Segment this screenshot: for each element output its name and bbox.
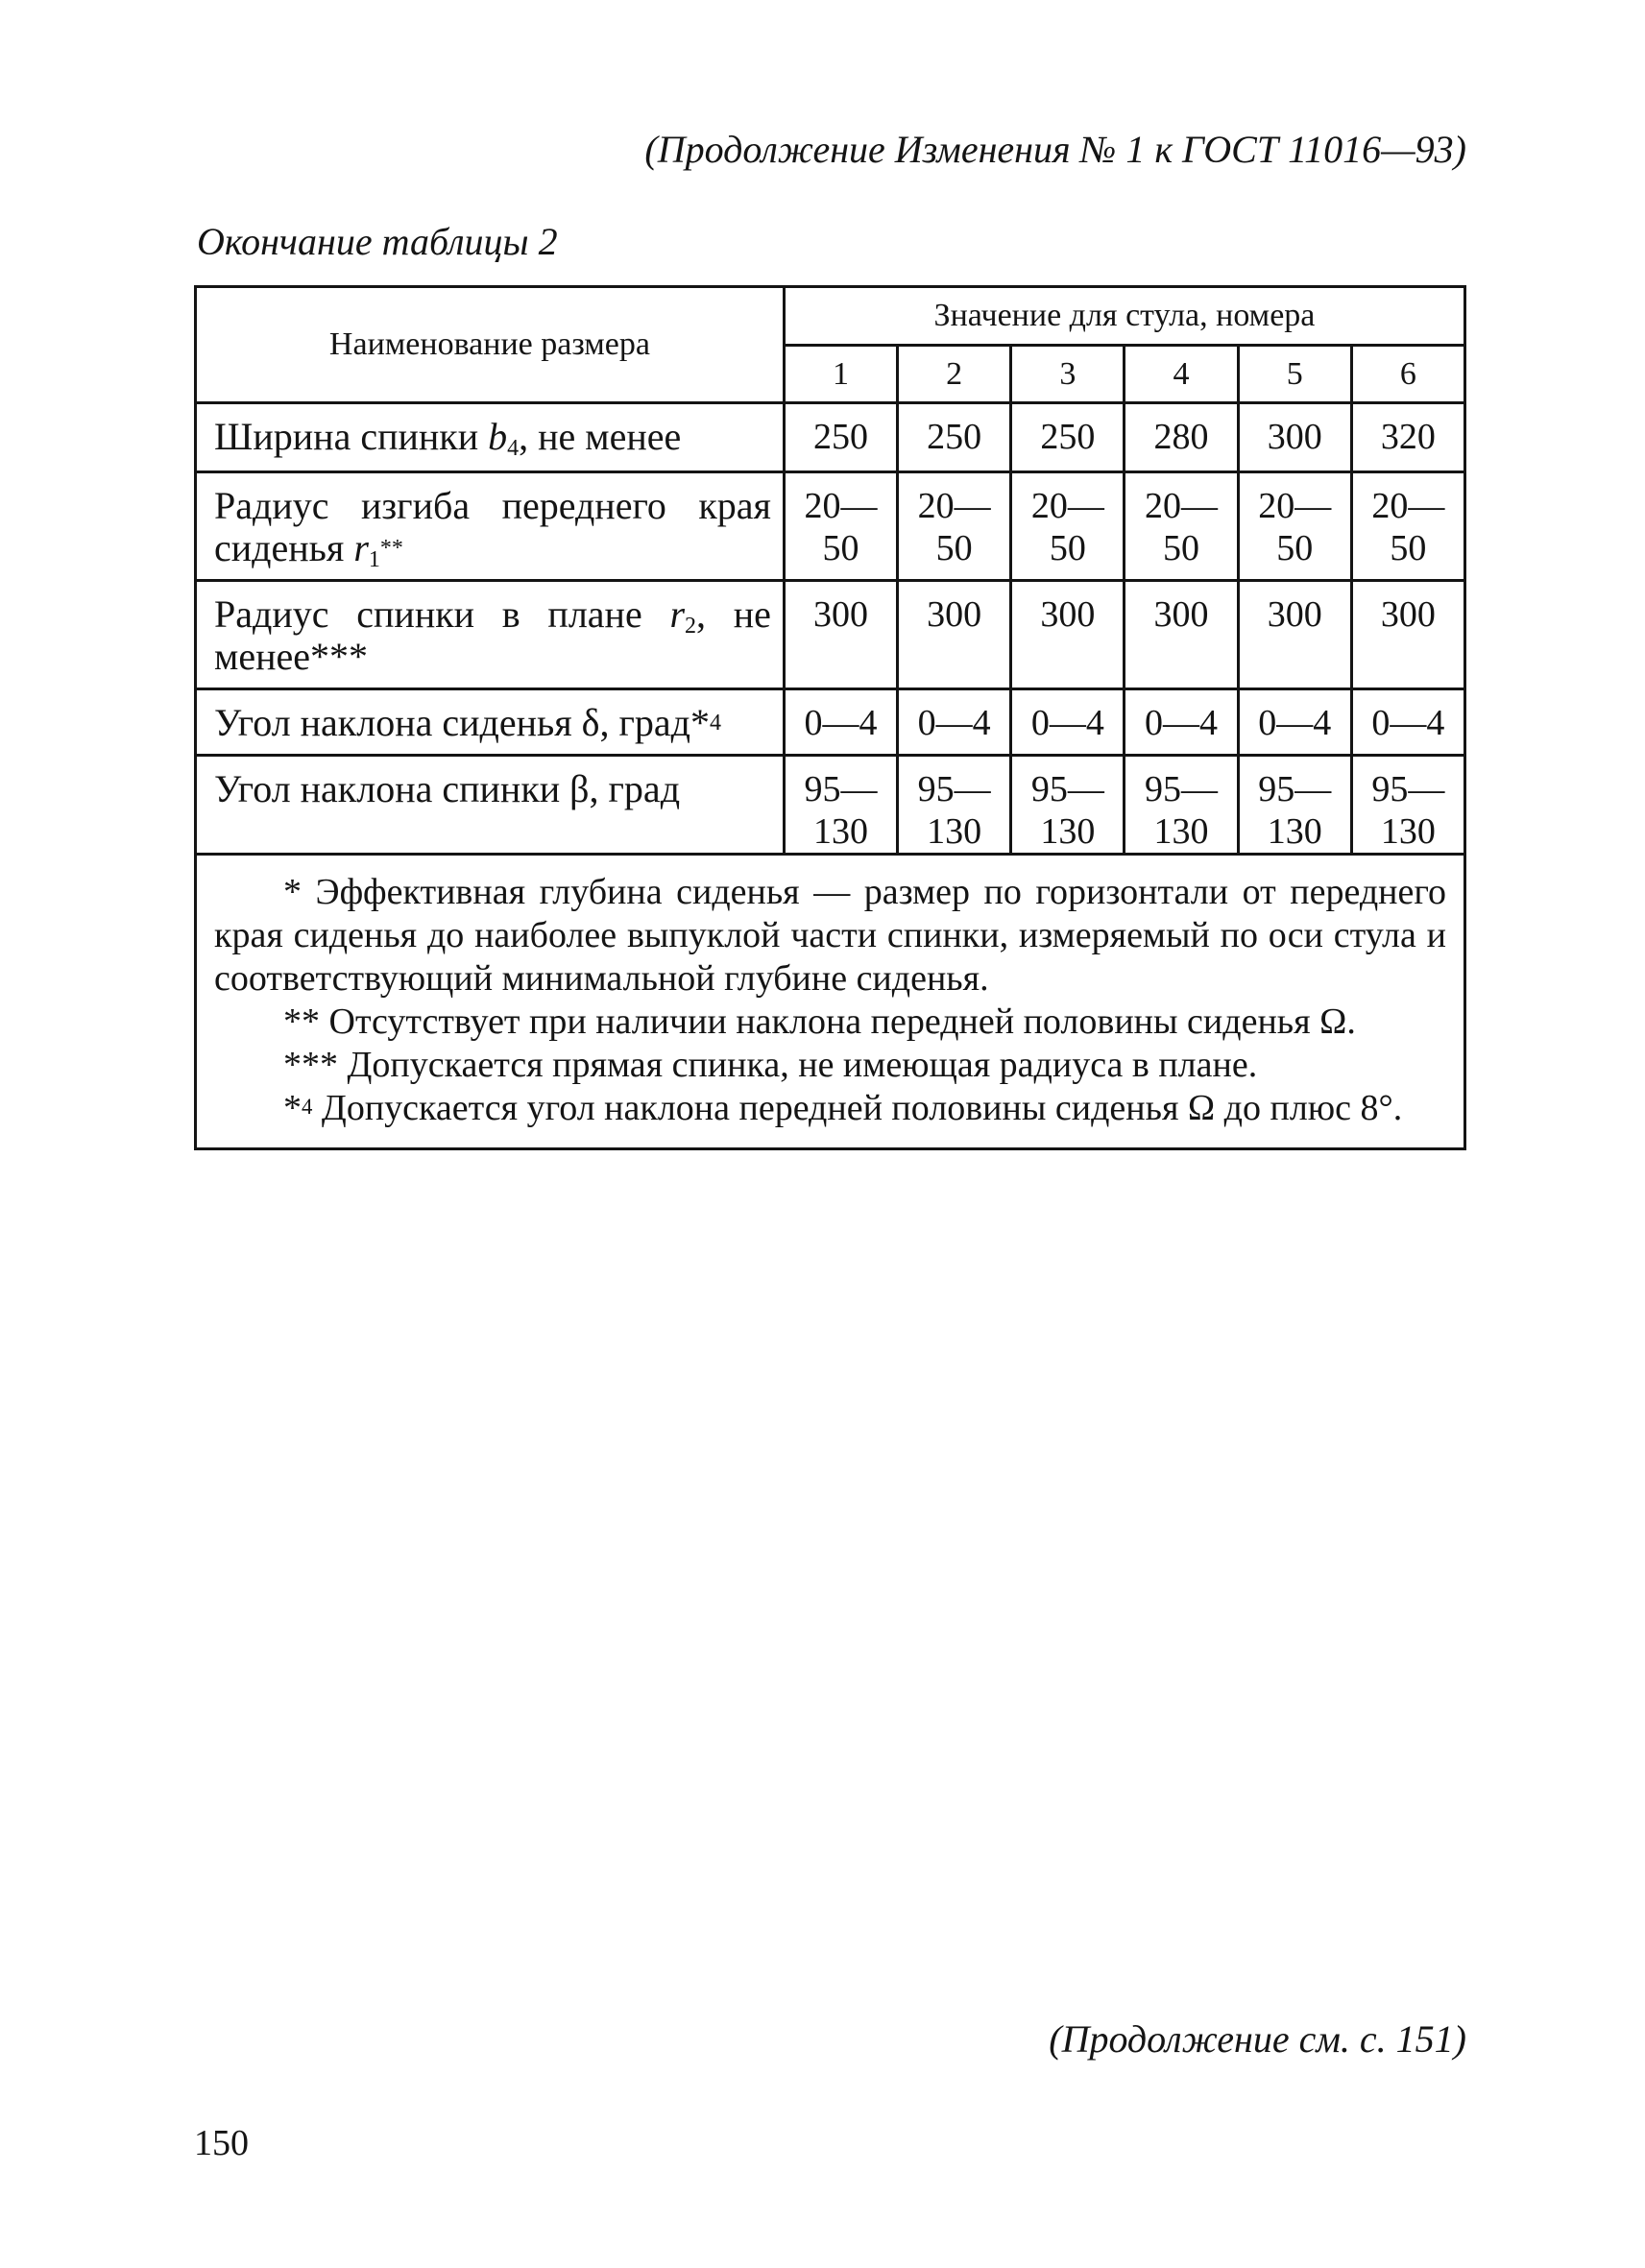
value-cell — [784, 403, 897, 472]
dimension-symbol-subscript: 2 — [685, 614, 697, 639]
table-row — [196, 756, 1465, 855]
value-cell — [784, 689, 897, 756]
chair-number-header: 6 — [1351, 346, 1464, 403]
dimension-symbol: r — [353, 526, 369, 569]
value-cell — [1011, 756, 1125, 855]
value-text: 50 — [822, 528, 859, 568]
value-text: 300 — [1040, 594, 1096, 635]
footnote — [214, 871, 1446, 1001]
value-cell — [898, 472, 1011, 581]
dimension-name: Ширина спинки — [214, 415, 489, 458]
value-text: 250 — [813, 417, 868, 457]
value-cell — [1011, 581, 1125, 689]
value-text: 20— — [1258, 486, 1332, 526]
header-row-top — [196, 287, 1465, 346]
chair-number-header: 2 — [898, 346, 1011, 403]
table-row — [196, 403, 1465, 472]
value-text: 320 — [1380, 417, 1436, 457]
value-text: 300 — [1380, 594, 1436, 635]
dimension-name-cell — [196, 689, 785, 756]
dimension-name: Угол наклона сиденья δ, град* — [214, 701, 711, 744]
value-cell — [784, 756, 897, 855]
value-cell — [1125, 756, 1238, 855]
value-cell — [1011, 403, 1125, 472]
value-cell — [898, 689, 1011, 756]
footnote-marker-sup: 4 — [302, 1095, 313, 1120]
value-text: 95— — [804, 769, 878, 809]
value-cell — [1011, 472, 1125, 581]
value-text: 50 — [1163, 528, 1200, 568]
value-cell — [1125, 403, 1238, 472]
value-text: 0—4 — [917, 703, 991, 743]
value-text: 95— — [1371, 769, 1445, 809]
dimensions-table — [194, 285, 1466, 1150]
running-head: (Продолжение Изменения № 1 к ГОСТ 11016—93) — [644, 128, 1466, 171]
value-cell — [1238, 689, 1351, 756]
value-cell — [1351, 756, 1464, 855]
footnote-marker: *** — [283, 1045, 348, 1085]
value-text: 300 — [813, 594, 868, 635]
value-text: 50 — [935, 528, 973, 568]
value-text: 50 — [1049, 528, 1086, 568]
footnote — [214, 1001, 1446, 1044]
dimension-symbol-subscript: 4 — [507, 436, 520, 461]
chair-number-header: 1 — [784, 346, 897, 403]
dimension-name-cell — [196, 581, 785, 689]
value-text: 20— — [804, 486, 878, 526]
dimension-name-cell — [196, 472, 785, 581]
value-text: 0—4 — [1371, 703, 1445, 743]
value-cell — [1238, 581, 1351, 689]
value-text: 250 — [1040, 417, 1096, 457]
value-text: 300 — [1267, 594, 1322, 635]
footnote-text: Допускается прямая спинка, не имеющая радиуса в плане. — [347, 1045, 1258, 1085]
value-cell — [1125, 581, 1238, 689]
value-text: 95— — [1258, 769, 1332, 809]
value-text: 50 — [1276, 528, 1314, 568]
value-text: 300 — [1267, 417, 1322, 457]
value-text: 20— — [1371, 486, 1445, 526]
footnote-marker: ** — [283, 1001, 329, 1042]
dimension-name-tail: , не менее — [519, 415, 682, 458]
value-cell — [1011, 689, 1125, 756]
value-text: 130 — [1040, 811, 1096, 852]
dimension-name-cell — [196, 403, 785, 472]
table-caption: Окончание таблицы 2 — [197, 220, 558, 263]
header-name-cell: Наименование размера — [196, 287, 785, 403]
footnote-text: Допускается угол наклона передней половины сиденья Ω до плюс 8°. — [312, 1088, 1403, 1128]
value-text: 130 — [813, 811, 868, 852]
chair-number-header: 4 — [1125, 346, 1238, 403]
value-text: 20— — [1030, 486, 1104, 526]
dimension-name-cell — [196, 756, 785, 855]
value-text: 250 — [927, 417, 982, 457]
dimension-name: Радиус спинки в плане — [214, 592, 670, 636]
footnote-mark: ** — [379, 536, 403, 561]
value-cell — [1238, 403, 1351, 472]
table-row — [196, 472, 1465, 581]
value-cell — [1125, 689, 1238, 756]
value-text: 130 — [1153, 811, 1209, 852]
value-text: 20— — [917, 486, 991, 526]
value-text: 0—4 — [804, 703, 878, 743]
chair-number-header: 5 — [1238, 346, 1351, 403]
value-text: 0—4 — [1030, 703, 1104, 743]
footnote-text: Отсутствует при наличии наклона передней половины сиденья Ω. — [328, 1001, 1356, 1042]
value-cell — [898, 756, 1011, 855]
dimension-name: Угол наклона спинки β, град — [214, 767, 681, 810]
dimension-symbol: b — [488, 415, 508, 458]
value-cell — [1351, 581, 1464, 689]
dimension-name: Радиус изгиба переднего края сиденья — [214, 484, 771, 569]
notes-row — [196, 855, 1465, 1149]
table-row — [196, 581, 1465, 689]
notes-cell — [196, 855, 1465, 1149]
value-text: 300 — [1153, 594, 1209, 635]
value-text: 50 — [1390, 528, 1427, 568]
footnote-mark: 4 — [710, 711, 722, 736]
value-text: 0—4 — [1258, 703, 1332, 743]
value-cell — [898, 403, 1011, 472]
value-text: 95— — [1030, 769, 1104, 809]
value-cell — [784, 472, 897, 581]
footnote — [214, 1087, 1446, 1130]
value-text: 130 — [927, 811, 982, 852]
table-row — [196, 689, 1465, 756]
continue-note: (Продолжение см. с. 151) — [1049, 2017, 1466, 2061]
dimension-symbol: r — [669, 592, 686, 636]
footnote-marker: * — [283, 1088, 302, 1128]
value-text: 95— — [1145, 769, 1219, 809]
value-text: 130 — [1380, 811, 1436, 852]
value-text: 300 — [927, 594, 982, 635]
value-text: 0—4 — [1145, 703, 1219, 743]
value-cell — [1238, 472, 1351, 581]
dimension-name-tail: , не менее*** — [214, 592, 771, 678]
value-cell — [898, 581, 1011, 689]
chair-number-header: 3 — [1011, 346, 1125, 403]
footnote — [214, 1044, 1446, 1087]
dimension-symbol-subscript: 1 — [368, 547, 380, 572]
value-text: 280 — [1153, 417, 1209, 457]
footnote-text: Эффективная глубина сиденья — размер по горизонтали от переднего края сиденья до наиболее выпуклой части спинки, измеряемый по оси стула и соответствующий минимальной глубине сиденья. — [214, 872, 1446, 999]
value-cell — [1351, 689, 1464, 756]
value-text: 130 — [1267, 811, 1322, 852]
value-cell — [1351, 403, 1464, 472]
footnote-marker: * — [283, 872, 316, 912]
value-text: 20— — [1145, 486, 1219, 526]
value-cell — [784, 581, 897, 689]
value-text: 95— — [917, 769, 991, 809]
header-values-cell: Значение для стула, номера — [784, 287, 1464, 346]
value-cell — [1125, 472, 1238, 581]
value-cell — [1238, 756, 1351, 855]
page-number: 150 — [194, 2123, 249, 2163]
value-cell — [1351, 472, 1464, 581]
